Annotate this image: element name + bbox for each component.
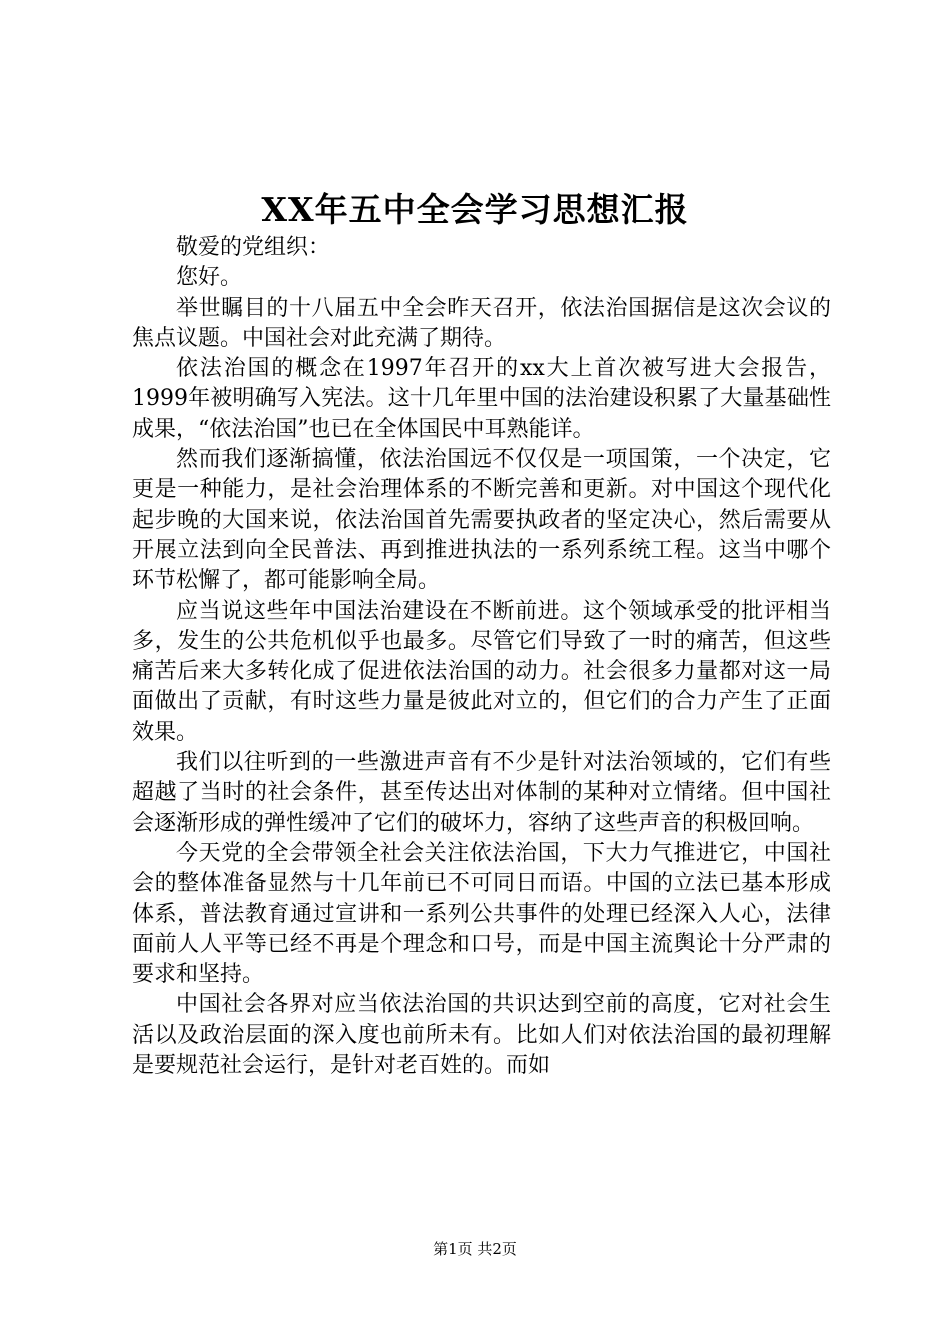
page-number-footer: 第1页 共2页: [433, 1240, 517, 1258]
paragraph: 然而我们逐渐搞懂，依法治国远不仅仅是一项国策，一个决定，它更是一种能力，是社会治理体系的不断完善和更新。对中国这个现代化起步晚的大国来说，依法治国首先需要执政者的坚定决心，然后需要从开展立法到向全民普法、再到推进执法的一系列系统工程。这当中哪个环节松懈了，都可能影响全局。: [132, 447, 831, 594]
paragraph-greeting: 您好。: [176, 265, 243, 291]
paragraph: 我们以往听到的一些激进声音有不少是针对法治领域的，它们有些超越了当时的社会条件，甚至传达出对体制的某种对立情绪。但中国社会逐渐形成的弹性缓冲了它们的破坏力，容纳了这些声音的积极回响。: [132, 750, 831, 836]
paragraph: 中国社会各界对应当依法治国的共识达到空前的高度，它对社会生活以及政治层面的深入度也前所未有。比如人们对依法治国的最初理解是要规范社会运行，是针对老百姓的。而如: [132, 992, 831, 1079]
paragraph: 应当说这些年中国法治建设在不断前进。这个领域承受的批评相当多，发生的公共危机似乎也最多。尽管它们导致了一时的痛苦，但这些痛苦后来大多转化成了促进依法治国的动力。社会很多力量都对这一局面做出了贡献，有时这些力量是彼此对立的，但它们的合力产生了正面效果。: [132, 598, 831, 745]
paragraph: 今天党的全会带领全社会关注依法治国，下大力气推进它，中国社会的整体准备显然与十几年前已不可同日而语。中国的立法已基本形成体系，普法教育通过宣讲和一系列公共事件的处理已经深入人心，法律面前人人平等已经不再是个理念和口号，而是中国主流舆论十分严肃的要求和坚持。: [132, 840, 831, 988]
paragraph: 依法治国的概念在1997年召开的xx大上首次被写进大会报告，1999年被明确写入宪法。这十几年里中国的法治建设积累了大量基础性成果，“依法治国”也已在全体国民中耳熟能详。: [132, 356, 831, 442]
paragraph: 举世瞩目的十八届五中全会昨天召开，依法治国据信是这次会议的焦点议题。中国社会对此充满了期待。: [132, 295, 831, 351]
paragraph-salutation: 敬爱的党组织：: [176, 235, 331, 260]
document-title: XX年五中全会学习思想汇报: [261, 190, 689, 229]
document-body: [132, 233, 831, 1081]
